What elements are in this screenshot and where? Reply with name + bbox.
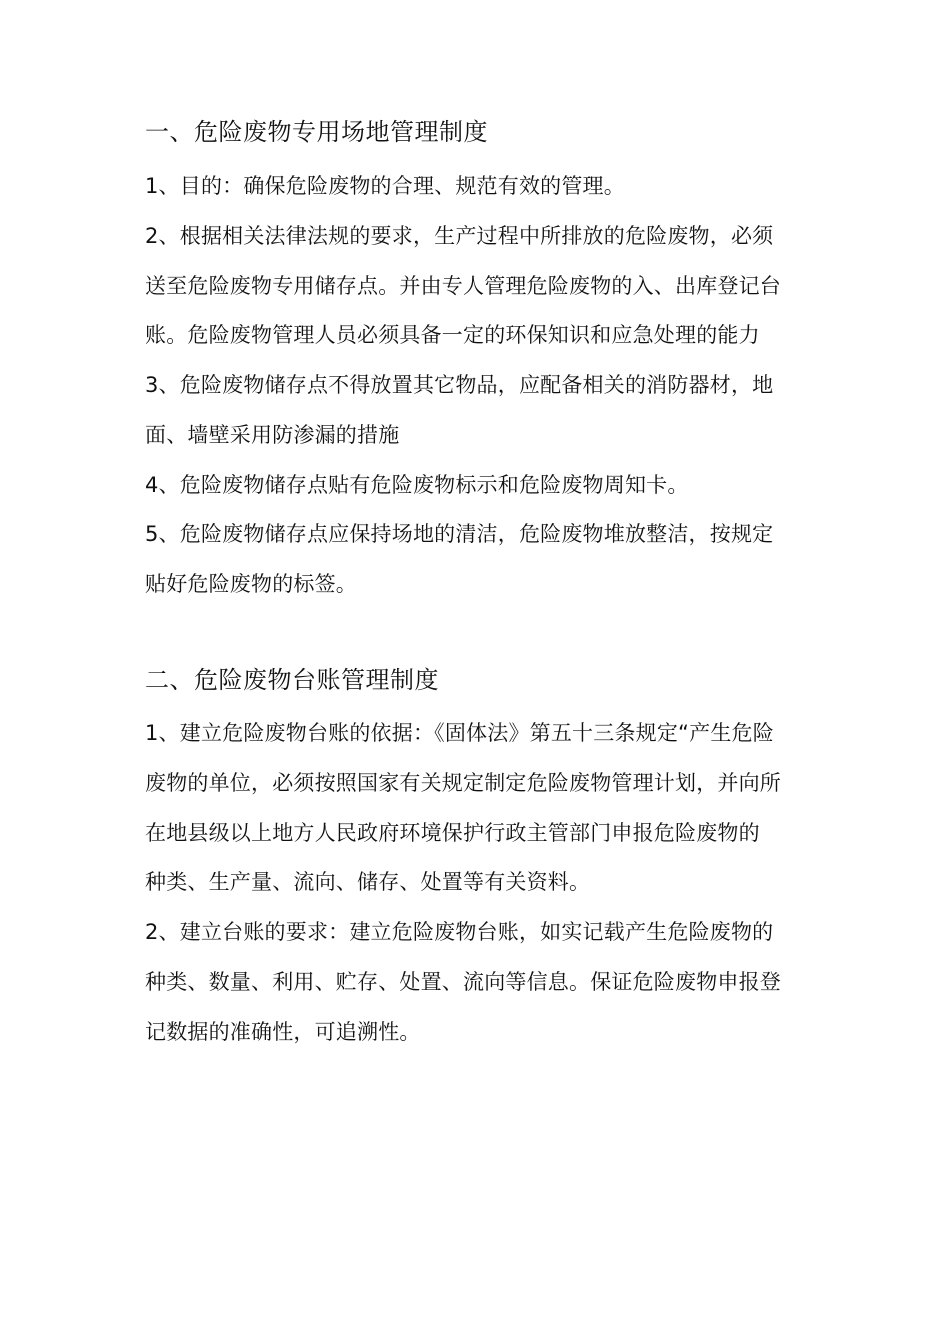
section-1-line-3: 送至危险废物专用储存点。并由专人管理危险废物的入、出库登记台 bbox=[145, 274, 781, 298]
section-2-line-7: 记数据的准确性，可追溯性。 bbox=[145, 1020, 421, 1044]
section-2-line-2: 废物的单位，必须按照国家有关规定制定危险废物管理计划，并向所 bbox=[145, 771, 781, 795]
section-1-heading: 一、危险废物专用场地管理制度 bbox=[145, 118, 488, 146]
section-1-line-9: 贴好危险废物的标签。 bbox=[145, 572, 357, 596]
section-1-line-8: 5、危险废物储存点应保持场地的清洁，危险废物堆放整洁，按规定 bbox=[145, 522, 774, 546]
section-2-line-1: 1、建立危险废物台账的依据：《固体法》第五十三条规定“产生危险 bbox=[145, 721, 774, 745]
section-1-line-2: 2、根据相关法律法规的要求，生产过程中所排放的危险废物，必须 bbox=[145, 224, 774, 248]
section-2-line-5: 2、建立台账的要求：建立危险废物台账，如实记载产生危险废物的 bbox=[145, 920, 774, 944]
section-1-line-6: 面、墙壁采用防渗漏的措施 bbox=[145, 423, 400, 447]
section-2-line-4: 种类、生产量、流向、储存、处置等有关资料。 bbox=[145, 870, 591, 894]
section-1-line-7: 4、危险废物储存点贴有危险废物标示和危险废物周知卡。 bbox=[145, 473, 689, 497]
section-2-heading: 二、危险废物台账管理制度 bbox=[145, 666, 439, 694]
section-1-line-5: 3、危险废物储存点不得放置其它物品，应配备相关的消防器材，地 bbox=[145, 373, 774, 397]
section-1-line-1: 1、目的：确保危险废物的合理、规范有效的管理。 bbox=[145, 174, 625, 198]
section-2-line-6: 种类、数量、利用、贮存、处置、流向等信息。保证危险废物申报登 bbox=[145, 970, 781, 994]
section-1-line-4: 账。危险废物管理人员必须具备一定的环保知识和应急处理的能力 bbox=[145, 323, 760, 347]
section-2-line-3: 在地县级以上地方人民政府环境保护行政主管部门申报危险废物的 bbox=[145, 821, 760, 845]
